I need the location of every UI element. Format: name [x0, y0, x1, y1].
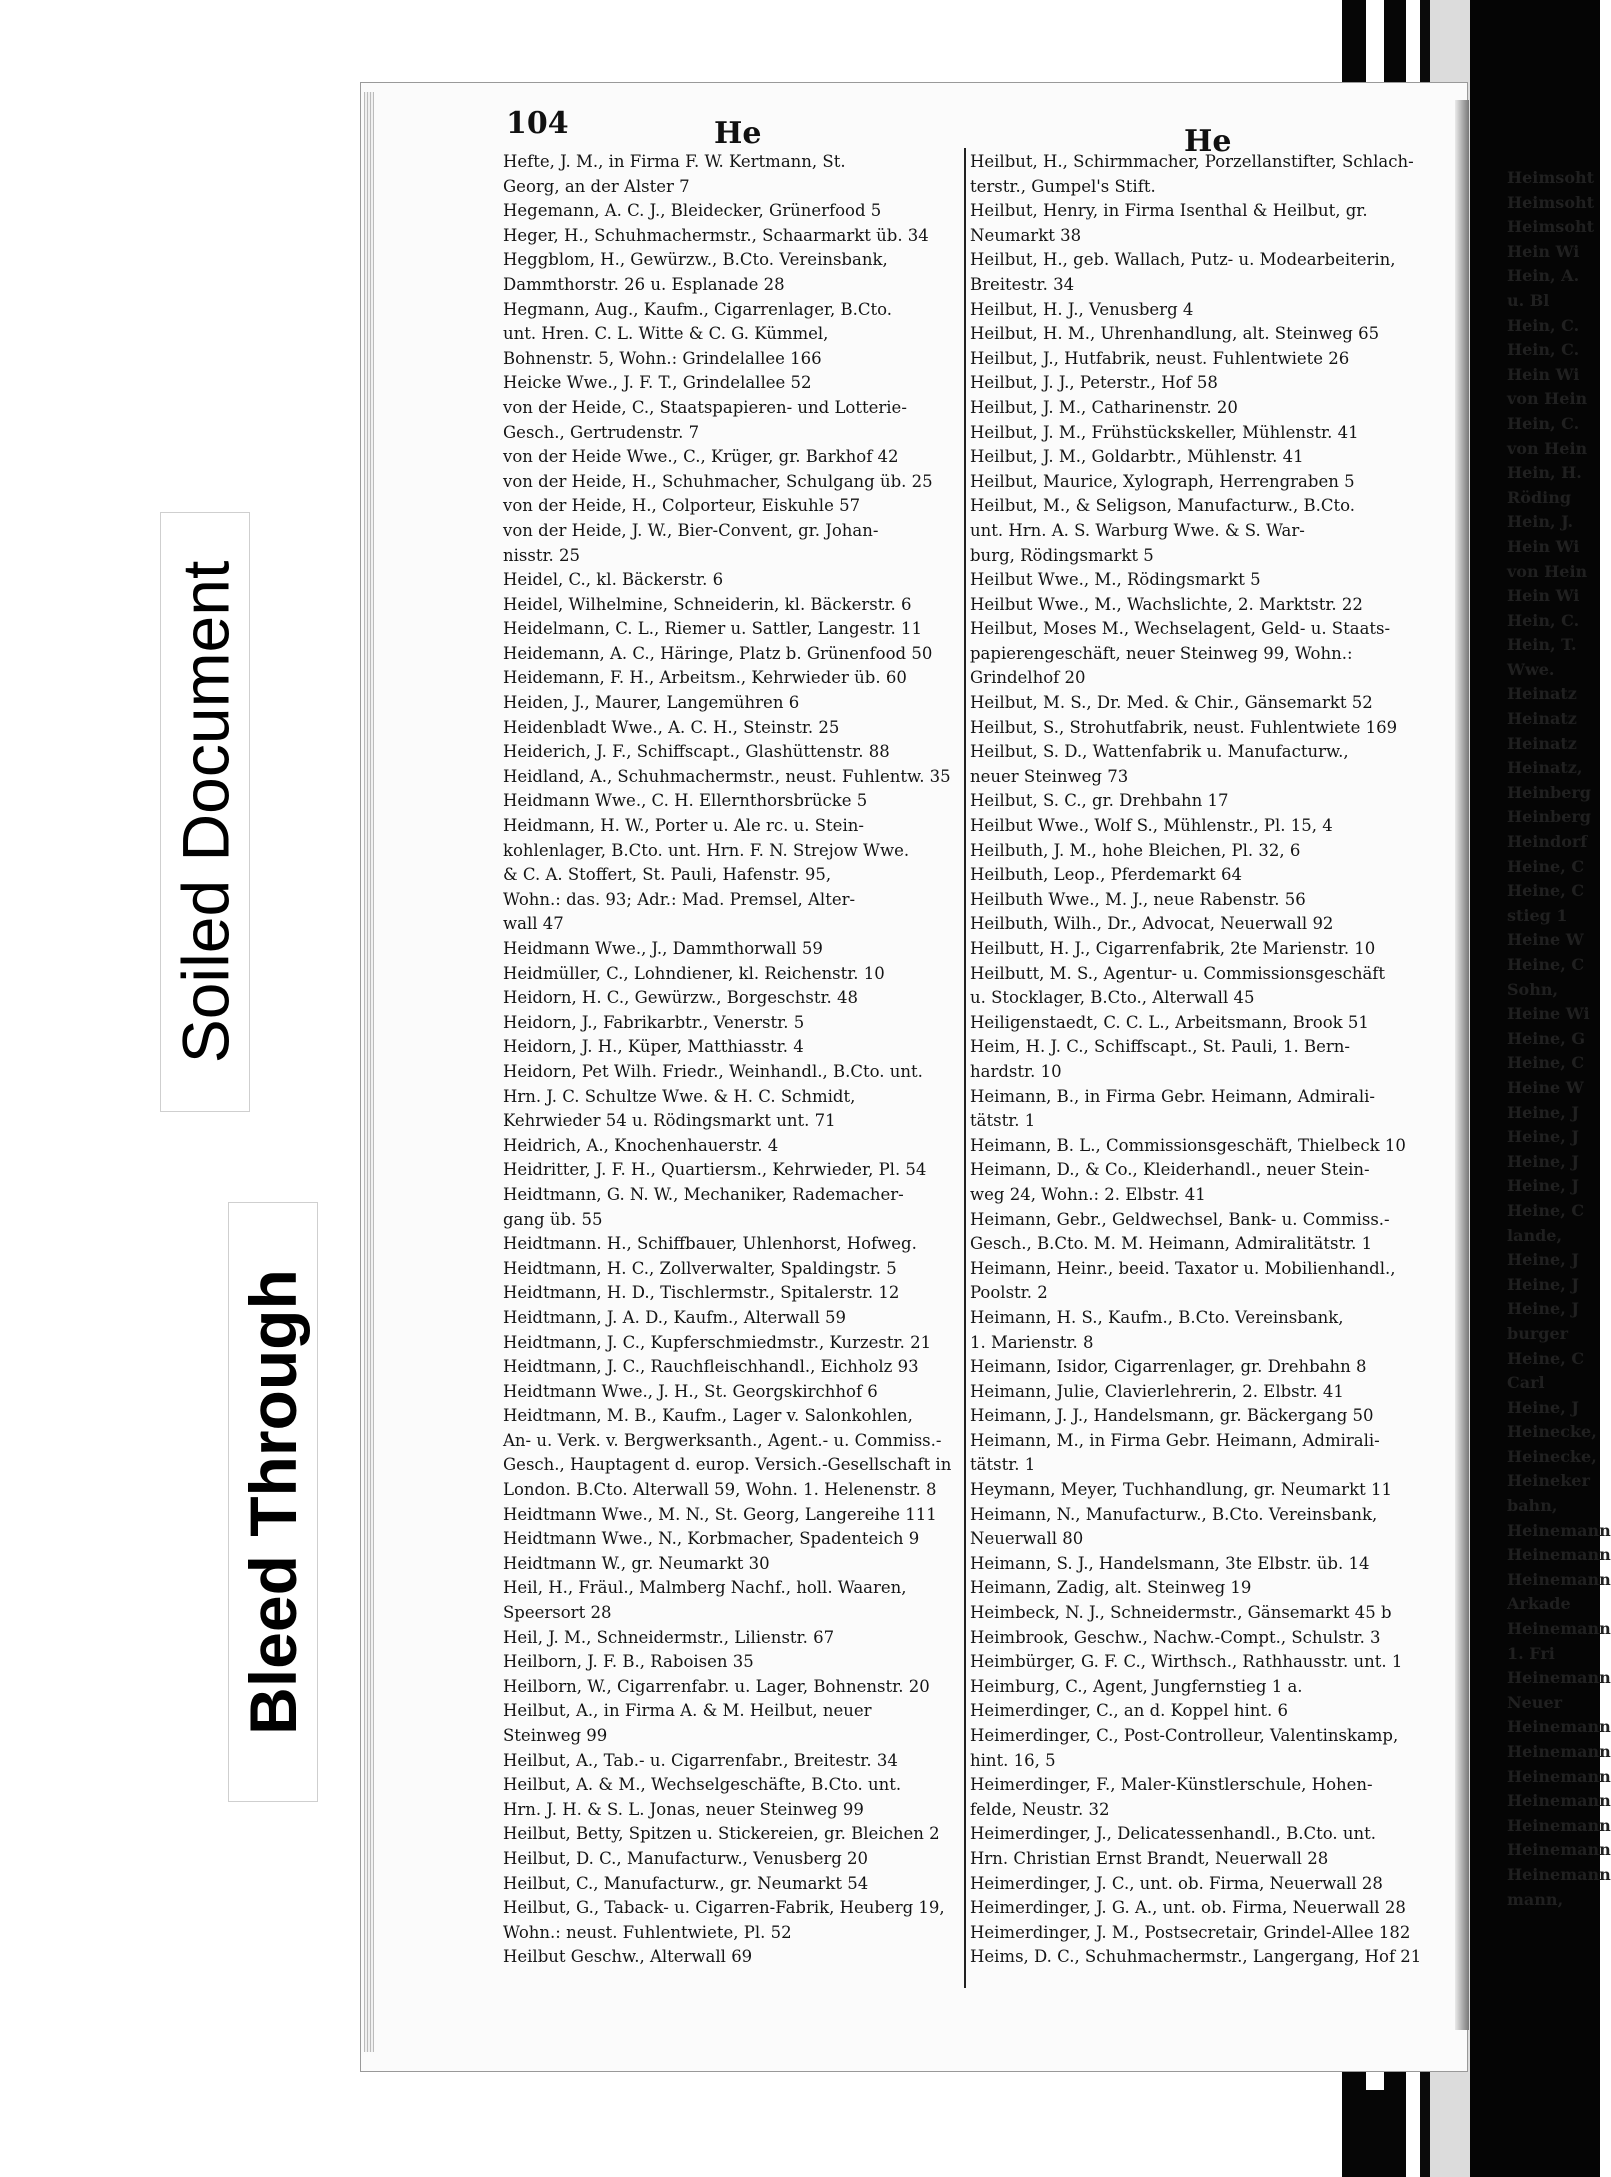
directory-entry-line: Gesch., Hauptagent d. europ. Versich.-Gesellschaft in [503, 1455, 952, 1475]
directory-entry-line: Heinemann [1507, 1545, 1611, 1565]
directory-entry-line: Heilbut, Maurice, Xylograph, Herrengraben 5 [970, 471, 1355, 491]
directory-entry-line: Heimann, D., & Co., Kleiderhandl., neuer Stein- [970, 1160, 1370, 1180]
directory-entry-line: Heil, H., Fräul., Malmberg Nachf., holl. Waaren, [503, 1578, 907, 1598]
directory-entry-line: Wohn.: neust. Fuhlentwiete, Pl. 52 [503, 1922, 792, 1942]
directory-entry-line: tätstr. 1 [970, 1111, 1036, 1131]
directory-entry-line: Heine, C [1507, 856, 1585, 876]
directory-entry-line: Heidtmann, J. C., Rauchfleischhandl., Eichholz 93 [503, 1357, 919, 1377]
directory-entry-line: von der Heide Wwe., C., Krüger, gr. Barkhof 42 [503, 447, 899, 467]
directory-entry-line: Heilbut, S. D., Wattenfabrik u. Manufacturw., [970, 742, 1349, 762]
directory-entry-line: Heine, C [1507, 881, 1585, 901]
directory-entry-line: Heidel, C., kl. Bäckerstr. 6 [503, 570, 724, 590]
soiled-document-text: Soiled Document [168, 560, 243, 1064]
directory-entry-line: Heilbut, Moses M., Wechselagent, Geld- u. Staats- [970, 619, 1391, 639]
directory-entry-line: Wohn.: das. 93; Adr.: Mad. Premsel, Alter- [503, 889, 856, 909]
directory-entry-line: Heinecke, [1507, 1446, 1597, 1466]
directory-entry-line: Heinemann [1507, 1840, 1611, 1860]
directory-entry-line: Heimann, N., Manufacturw., B.Cto. Vereinsbank, [970, 1504, 1378, 1524]
directory-entry-line: Heimerdinger, J. C., unt. ob. Firma, Neuerwall 28 [970, 1873, 1383, 1893]
directory-entry-line: Heine W [1507, 930, 1584, 950]
directory-entry-line: Heimsoht [1507, 217, 1595, 237]
directory-entry-line: Heidtmann, H. D., Tischlermstr., Spitalerstr. 12 [503, 1283, 900, 1303]
directory-entry-line: Heilbut, A., Tab.- u. Cigarrenfabr., Breitestr. 34 [503, 1750, 898, 1770]
directory-entry-line: Heine W [1507, 1077, 1584, 1097]
directory-entry-line: Heilbut, A. & M., Wechselgeschäfte, B.Cto. unt. [503, 1775, 902, 1795]
directory-entry-line: Dammthorstr. 26 u. Esplanade 28 [503, 274, 785, 294]
directory-entry-line: Heine, J [1507, 1250, 1579, 1270]
directory-entry-line: Heidorn, Pet Wilh. Friedr., Weinhandl., B.Cto. unt. [503, 1061, 923, 1081]
directory-entry-line: Heilbut, J. J., Peterstr., Hof 58 [970, 373, 1218, 393]
directory-entry-line: Gesch., Gertrudenstr. 7 [503, 422, 700, 442]
directory-entry-line: Heilbuth, J. M., hohe Bleichen, Pl. 32, 6 [970, 840, 1301, 860]
directory-entry-line: tätstr. 1 [970, 1455, 1036, 1475]
directory-entry-line: Heger, H., Schuhmachermstr., Schaarmarkt üb. 34 [503, 225, 929, 245]
directory-entry-line: Heimann, Isidor, Cigarrenlager, gr. Drehbahn 8 [970, 1357, 1367, 1377]
directory-entry-line: Breitestr. 34 [970, 274, 1075, 294]
directory-entry-line: unt. Hrn. A. S. Warburg Wwe. & S. War- [970, 520, 1305, 540]
directory-entry-line: Heidtmann, H. C., Zollverwalter, Spaldingstr. 5 [503, 1258, 897, 1278]
directory-entry-line: Heilbut, H., Schirmmacher, Porzellanstifter, Schlach- [970, 152, 1414, 171]
directory-entry-line: kohlenlager, B.Cto. unt. Hrn. F. N. Strejow Wwe. [503, 840, 910, 860]
page-fold-shadow [1455, 100, 1469, 2030]
directory-entry-line: von Hein [1507, 561, 1588, 581]
directory-entry-line: Heinberg [1507, 782, 1591, 802]
directory-entry-line: Heiden, J., Maurer, Langemühren 6 [503, 693, 800, 713]
directory-entry-line: Heims, D. C., Schuhmachermstr., Langergang, Hof 21 [970, 1947, 1422, 1967]
directory-entry-line: Hein, A. [1507, 266, 1580, 286]
directory-entry-line: Heimsoht [1507, 192, 1595, 212]
directory-entry-line: u. Stocklager, B.Cto., Alterwall 45 [970, 988, 1255, 1008]
directory-entry-line: Heidritter, J. F. H., Quartiersm., Kehrwieder, Pl. 54 [503, 1160, 927, 1180]
directory-entry-line: Heimann, S. J., Handelsmann, 3te Elbstr. üb. 14 [970, 1553, 1370, 1573]
directory-entry-line: Heimerdinger, C., an d. Koppel hint. 6 [970, 1701, 1288, 1721]
directory-entry-line: Heimann, Julie, Clavierlehrerin, 2. Elbstr. 41 [970, 1381, 1344, 1401]
directory-entry-line: Hegmann, Aug., Kaufm., Cigarrenlager, B.Cto. [503, 299, 893, 319]
directory-entry-line: Heine, J [1507, 1299, 1579, 1319]
directory-entry-line: wall 47 [503, 914, 564, 934]
directory-entry-line: hardstr. 10 [970, 1061, 1062, 1081]
directory-entry-line: Heilbut, C., Manufacturw., gr. Neumarkt 54 [503, 1873, 869, 1893]
directory-entry-line: Heinemann [1507, 1520, 1611, 1540]
directory-entry-line: burger [1507, 1323, 1569, 1343]
directory-entry-line: Steinweg 99 [503, 1726, 608, 1745]
directory-entry-line: u. Bl [1507, 290, 1550, 310]
directory-entry-line: Hein, T. [1507, 635, 1577, 655]
directory-entry-line: Heine, J [1507, 1151, 1579, 1171]
directory-entry-line: Heimerdinger, F., Maler-Künstlerschule, Hohen- [970, 1775, 1373, 1795]
directory-entry-line: Hein, J. [1507, 512, 1574, 532]
directory-column-right [970, 150, 1426, 1970]
directory-entry-line: Heine Wi [1507, 1004, 1590, 1024]
directory-entry-line: Heymann, Meyer, Tuchhandlung, gr. Neumarkt 11 [970, 1480, 1392, 1500]
directory-entry-line: von der Heide, H., Colporteur, Eiskuhle 57 [503, 496, 861, 516]
directory-column-left [503, 150, 959, 1970]
directory-entry-line: Heinatz [1507, 684, 1577, 704]
directory-entry-line: 1. Marienstr. 8 [970, 1332, 1094, 1352]
directory-entry-line: Neuerwall 80 [970, 1529, 1084, 1549]
directory-entry-line: Heilbut, S., Strohutfabrik, neust. Fuhlentwiete 169 [970, 717, 1398, 737]
directory-entry-line: Heinemann [1507, 1569, 1611, 1589]
directory-entry-line: von der Heide, J. W., Bier-Convent, gr. Johan- [503, 520, 879, 540]
directory-entry-line: Heidel, Wilhelmine, Schneiderin, kl. Bäckerstr. 6 [503, 594, 912, 614]
directory-entry-line: von Hein [1507, 438, 1588, 458]
directory-entry-line: Hein, C. [1507, 340, 1580, 360]
directory-entry-line: Heilbut, H., geb. Wallach, Putz- u. Modearbeiterin, [970, 250, 1396, 270]
directory-entry-line: Hein Wi [1507, 364, 1580, 384]
directory-entry-line: Heilbut Geschw., Alterwall 69 [503, 1947, 753, 1967]
directory-entry-line: Heimann, J. J., Handelsmann, gr. Bäckergang 50 [970, 1406, 1374, 1426]
directory-entry-line: Heinecke, [1507, 1422, 1597, 1442]
directory-entry-line: Heiligenstaedt, C. C. L., Arbeitsmann, Brook 51 [970, 1012, 1369, 1032]
directory-entry-line: Gesch., B.Cto. M. M. Heimann, Admiralitätstr. 1 [970, 1234, 1373, 1254]
directory-entry-line: Heidemann, F. H., Arbeitsm., Kehrwieder üb. 60 [503, 668, 907, 688]
directory-entry-line: Heidorn, H. C., Gewürzw., Borgeschstr. 48 [503, 988, 859, 1008]
directory-entry-line: Hein Wi [1507, 241, 1580, 261]
directory-entry-line: Heinemann [1507, 1766, 1611, 1786]
directory-entry-line: Heinemann [1507, 1717, 1611, 1737]
directory-entry-line: terstr., Gumpel's Stift. [970, 176, 1156, 196]
directory-entry-line: Hefte, J. M., in Firma F. W. Kertmann, St. [503, 152, 846, 171]
directory-entry-line: Heidtmann Wwe., N., Korbmacher, Spadenteich 9 [503, 1529, 920, 1549]
directory-entry-line: burg, Rödingsmarkt 5 [970, 545, 1154, 565]
directory-entry-line: Heilbut, H. M., Uhrenhandlung, alt. Steinweg 65 [970, 324, 1380, 344]
directory-entry-line: Heidtmann W., gr. Neumarkt 30 [503, 1553, 770, 1573]
directory-entry-line: Heimann, B. L., Commissionsgeschäft, Thielbeck 10 [970, 1135, 1406, 1155]
directory-entry-line: Heinemann [1507, 1668, 1611, 1688]
directory-entry-line: Hein, C. [1507, 413, 1580, 433]
directory-entry-line: von der Heide, H., Schuhmacher, Schulgang üb. 25 [503, 471, 933, 491]
directory-entry-line: Georg, an der Alster 7 [503, 176, 690, 196]
directory-entry-line: London. B.Cto. Alterwall 59, Wohn. 1. Helenenstr. 8 [503, 1480, 937, 1500]
directory-entry-line: Heilbuth Wwe., M. J., neue Rabenstr. 56 [970, 889, 1306, 909]
directory-entry-line: Heilbut Wwe., Wolf S., Mühlenstr., Pl. 15, 4 [970, 816, 1333, 836]
directory-entry-line: Heilbut, S. C., gr. Drehbahn 17 [970, 791, 1229, 811]
directory-entry-line: Heilbut, Henry, in Firma Isenthal & Heilbut, gr. [970, 201, 1368, 221]
directory-entry-line: Heidemann, A. C., Häringe, Platz b. Grünenfood 50 [503, 643, 933, 663]
directory-entry-line: Hein Wi [1507, 536, 1580, 556]
directory-entry-line: nisstr. 25 [503, 545, 581, 565]
directory-entry-line: Heidtmann, J. C., Kupferschmiedmstr., Kurzestr. 21 [503, 1332, 932, 1352]
directory-entry-line: Heilborn, W., Cigarrenfabr. u. Lager, Bohnenstr. 20 [503, 1676, 930, 1696]
page-gutter [364, 92, 374, 2052]
directory-entry-line: Heine, C [1507, 1053, 1585, 1073]
directory-entry-line: Heineker [1507, 1471, 1590, 1491]
directory-entry-line: Heimerdinger, J. M., Postsecretair, Grindel-Allee 182 [970, 1922, 1411, 1942]
directory-entry-line: Kehrwieder 54 u. Rödingsmarkt unt. 71 [503, 1111, 836, 1131]
directory-entry-line: Heimann, Zadig, alt. Steinweg 19 [970, 1578, 1252, 1598]
directory-entry-line: Heil, J. M., Schneidermstr., Lilienstr. 67 [503, 1627, 835, 1647]
directory-entry-line: Heimbeck, N. J., Schneidermstr., Gänsemarkt 45 b [970, 1603, 1392, 1623]
directory-entry-line: Heine, C [1507, 1200, 1585, 1220]
directory-entry-line: Heidmann Wwe., J., Dammthorwall 59 [503, 939, 823, 958]
directory-entry-line: Hrn. J. H. & S. L. Jonas, neuer Steinweg 99 [503, 1799, 864, 1819]
directory-entry-line: gang üb. 55 [503, 1209, 603, 1229]
directory-entry-line: Heilbut, A., in Firma A. & M. Heilbut, neuer [503, 1701, 872, 1721]
directory-entry-line: Heidmann Wwe., C. H. Ellernthorsbrücke 5 [503, 791, 868, 811]
directory-entry-line: Heidtmann, J. A. D., Kaufm., Alterwall 59 [503, 1307, 846, 1327]
directory-entry-line: Heimerdinger, C., Post-Controlleur, Valentinskamp, [970, 1726, 1399, 1745]
bleed-through-label [228, 1202, 318, 1802]
directory-entry-line: Heinatz, [1507, 758, 1583, 778]
directory-entry-line: Röding [1507, 487, 1572, 507]
directory-entry-line: Heimann, B., in Firma Gebr. Heimann, Admirali- [970, 1086, 1375, 1106]
directory-entry-line: Heine, J [1507, 1102, 1579, 1122]
column-divider [964, 148, 966, 1988]
directory-entry-line: mann, [1507, 1889, 1564, 1909]
directory-entry-line: unt. Hren. C. L. Witte & C. G. Kümmel, [503, 324, 829, 344]
directory-entry-line: Heilbut, H. J., Venusberg 4 [970, 299, 1194, 319]
directory-entry-line: Heimann, Gebr., Geldwechsel, Bank- u. Commiss.- [970, 1209, 1390, 1229]
directory-entry-line: Grindelhof 20 [970, 668, 1086, 688]
directory-entry-line: neuer Steinweg 73 [970, 766, 1129, 786]
directory-entry-line: Heidorn, J., Fabrikarbtr., Venerstr. 5 [503, 1012, 805, 1032]
directory-entry-line: bahn, [1507, 1496, 1558, 1516]
directory-entry-line: Heicke Wwe., J. F. T., Grindelallee 52 [503, 373, 812, 393]
directory-entry-line: Heilbut, M., & Seligson, Manufacturw., B.Cto. [970, 496, 1356, 516]
directory-entry-line: Hegemann, A. C. J., Bleidecker, Grünerfood 5 [503, 201, 882, 221]
directory-entry-line: Heidtmann Wwe., J. H., St. Georgskirchhof 6 [503, 1381, 878, 1401]
directory-entry-line: Heilbut Wwe., M., Wachslichte, 2. Marktstr. 22 [970, 594, 1363, 614]
directory-entry-line: Heimbrook, Geschw., Nachw.-Compt., Schulstr. 3 [970, 1627, 1381, 1647]
directory-entry-line: Heilbut Wwe., M., Rödingsmarkt 5 [970, 570, 1261, 590]
directory-entry-line: weg 24, Wohn.: 2. Elbstr. 41 [970, 1184, 1206, 1204]
directory-entry-line: Bohnenstr. 5, Wohn.: Grindelallee 166 [503, 348, 822, 368]
directory-entry-line: Heilbutt, H. J., Cigarrenfabrik, 2te Marienstr. 10 [970, 939, 1376, 958]
directory-entry-line: Heimann, H. S., Kaufm., B.Cto. Vereinsbank, [970, 1307, 1344, 1327]
next-page-fragments [1507, 166, 1611, 1912]
directory-entry-line: Heiderich, J. F., Schiffscapt., Glashüttenstr. 88 [503, 742, 890, 762]
bleed-through-text: Bleed Through [236, 1269, 310, 1735]
directory-entry-line: Heidtmann, M. B., Kaufm., Lager v. Salonkohlen, [503, 1406, 913, 1426]
directory-entry-line: papierengeschäft, neuer Steinweg 99, Wohn.: [970, 643, 1353, 663]
directory-entry-line: An- u. Verk. v. Bergwerksanth., Agent.- u. Commiss.- [503, 1430, 942, 1450]
directory-entry-line: von Hein [1507, 389, 1588, 409]
directory-entry-line: hint. 16, 5 [970, 1750, 1056, 1770]
directory-entry-line: Heinemann [1507, 1742, 1611, 1761]
directory-entry-line: Heilbut, M. S., Dr. Med. & Chir., Gänsemarkt 52 [970, 693, 1373, 713]
directory-entry-line: von der Heide, C., Staatspapieren- und Lotterie- [503, 397, 907, 417]
directory-entry-line: lande, [1507, 1225, 1563, 1245]
directory-entry-line: Heinemann [1507, 1791, 1611, 1811]
page-number: 104 [506, 106, 569, 141]
directory-entry-line: Heilbut, G., Taback- u. Cigarren-Fabrik, Heuberg 19, [503, 1898, 945, 1918]
directory-entry-line: Hrn. J. C. Schultze Wwe. & H. C. Schmidt, [503, 1086, 856, 1106]
directory-entry-line: Heine, J [1507, 1397, 1579, 1417]
directory-entry-line: Heilbut, J., Hutfabrik, neust. Fuhlentwiete 26 [970, 348, 1350, 368]
directory-entry-line: Heine, J [1507, 1176, 1579, 1196]
directory-entry-line: Heidtmann. H., Schiffbauer, Uhlenhorst, Hofweg. [503, 1234, 917, 1254]
directory-entry-line: Heilborn, J. F. B., Raboisen 35 [503, 1652, 754, 1672]
directory-entry-line: Heidenbladt Wwe., A. C. H., Steinstr. 25 [503, 717, 840, 737]
directory-entry-line: Hein Wi [1507, 586, 1580, 606]
directory-entry-line: Hein, C. [1507, 610, 1580, 630]
directory-entry-line: Heggblom, H., Gewürzw., B.Cto. Vereinsbank, [503, 250, 888, 270]
directory-entry-line: Speersort 28 [503, 1603, 612, 1623]
directory-entry-line: Heidland, A., Schuhmachermstr., neust. Fuhlentw. 35 [503, 766, 951, 786]
directory-entry-line: Neumarkt 38 [970, 225, 1082, 245]
directory-entry-line: Heinatz [1507, 733, 1577, 753]
directory-entry-line: & C. A. Stoffert, St. Pauli, Hafenstr. 95, [503, 865, 832, 885]
directory-entry-line: Heimburg, C., Agent, Jungfernstieg 1 a. [970, 1676, 1303, 1696]
directory-entry-line: Heinberg [1507, 807, 1591, 827]
directory-entry-line: Heilbut, J. M., Goldarbtr., Mühlenstr. 41 [970, 447, 1304, 467]
directory-entry-line: Heilbuth, Leop., Pferdemarkt 64 [970, 865, 1243, 885]
running-header-right: He [1184, 124, 1232, 159]
directory-entry-line: Heindorf [1507, 832, 1588, 852]
directory-entry-line: Heinemann [1507, 1864, 1611, 1884]
directory-entry-line: Heilbuth, Wilh., Dr., Advocat, Neuerwall 92 [970, 914, 1334, 934]
directory-entry-line: Heilbut, J. M., Catharinenstr. 20 [970, 397, 1238, 417]
directory-entry-line: 1. Fri [1507, 1643, 1555, 1663]
directory-entry-line: Heimann, M., in Firma Gebr. Heimann, Admirali- [970, 1430, 1380, 1450]
directory-entry-line: Wwe. [1507, 659, 1555, 679]
directory-entry-line: Heilbut, J. M., Frühstückskeller, Mühlenstr. 41 [970, 422, 1359, 442]
directory-entry-line: Neuer [1507, 1692, 1563, 1712]
directory-entry-line: Heimbürger, G. F. C., Wirthsch., Rathhausstr. unt. 1 [970, 1652, 1403, 1672]
directory-entry-line: Heine, J [1507, 1127, 1579, 1147]
directory-entry-line: Heidmüller, C., Lohndiener, kl. Reichenstr. 10 [503, 963, 885, 983]
directory-entry-line: Heinatz [1507, 709, 1577, 729]
directory-entry-line: Heine, C [1507, 955, 1585, 974]
directory-entry-line: Heine, C [1507, 1348, 1585, 1368]
directory-entry-line: Heilbut, D. C., Manufacturw., Venusberg 20 [503, 1848, 869, 1868]
directory-entry-line: Heimerdinger, J., Delicatessenhandl., B.Cto. unt. [970, 1824, 1377, 1844]
directory-entry-line: Heimerdinger, J. G. A., unt. ob. Firma, Neuerwall 28 [970, 1898, 1406, 1918]
directory-entry-line: Heine, G [1507, 1028, 1585, 1048]
directory-entry-line: Heimsoht [1507, 168, 1595, 187]
directory-entry-line: Hein, H. [1507, 463, 1582, 483]
directory-entry-line: Carl [1507, 1373, 1545, 1393]
directory-entry-line: stieg 1 [1507, 905, 1568, 925]
directory-entry-line: Arkade [1507, 1594, 1571, 1614]
directory-entry-line: Heinemann [1507, 1815, 1611, 1835]
soiled-document-label [160, 512, 250, 1112]
directory-entry-line: Hein, C. [1507, 315, 1580, 335]
directory-entry-line: Heinemann [1507, 1619, 1611, 1639]
directory-entry-line: Heidelmann, C. L., Riemer u. Sattler, Langestr. 11 [503, 619, 923, 639]
directory-entry-line: felde, Neustr. 32 [970, 1799, 1110, 1819]
directory-entry-line: Heine, J [1507, 1274, 1579, 1294]
directory-entry-line: Heidmann, H. W., Porter u. Ale rc. u. Stein- [503, 816, 864, 836]
directory-entry-line: Hrn. Christian Ernst Brandt, Neuerwall 28 [970, 1848, 1329, 1868]
directory-entry-line: Heim, H. J. C., Schiffscapt., St. Pauli, 1. Bern- [970, 1037, 1350, 1057]
directory-entry-line: Heidtmann, G. N. W., Mechaniker, Rademacher- [503, 1184, 904, 1204]
directory-entry-line: Heilbut, Betty, Spitzen u. Stickereien, gr. Bleichen 2 [503, 1824, 940, 1844]
running-header-left: He [714, 116, 762, 151]
directory-entry-line: Poolstr. 2 [970, 1283, 1048, 1303]
directory-entry-line: Heidtmann Wwe., M. N., St. Georg, Langereihe 111 [503, 1504, 937, 1524]
directory-entry-line: Heidorn, J. H., Küper, Matthiasstr. 4 [503, 1037, 804, 1057]
directory-entry-line: Sohn, [1507, 979, 1559, 999]
directory-entry-line: Heidrich, A., Knochenhauerstr. 4 [503, 1135, 779, 1155]
directory-entry-line: Heimann, Heinr., beeid. Taxator u. Mobilienhandl., [970, 1258, 1396, 1278]
directory-entry-line: Heilbutt, M. S., Agentur- u. Commissionsgeschäft [970, 963, 1386, 983]
